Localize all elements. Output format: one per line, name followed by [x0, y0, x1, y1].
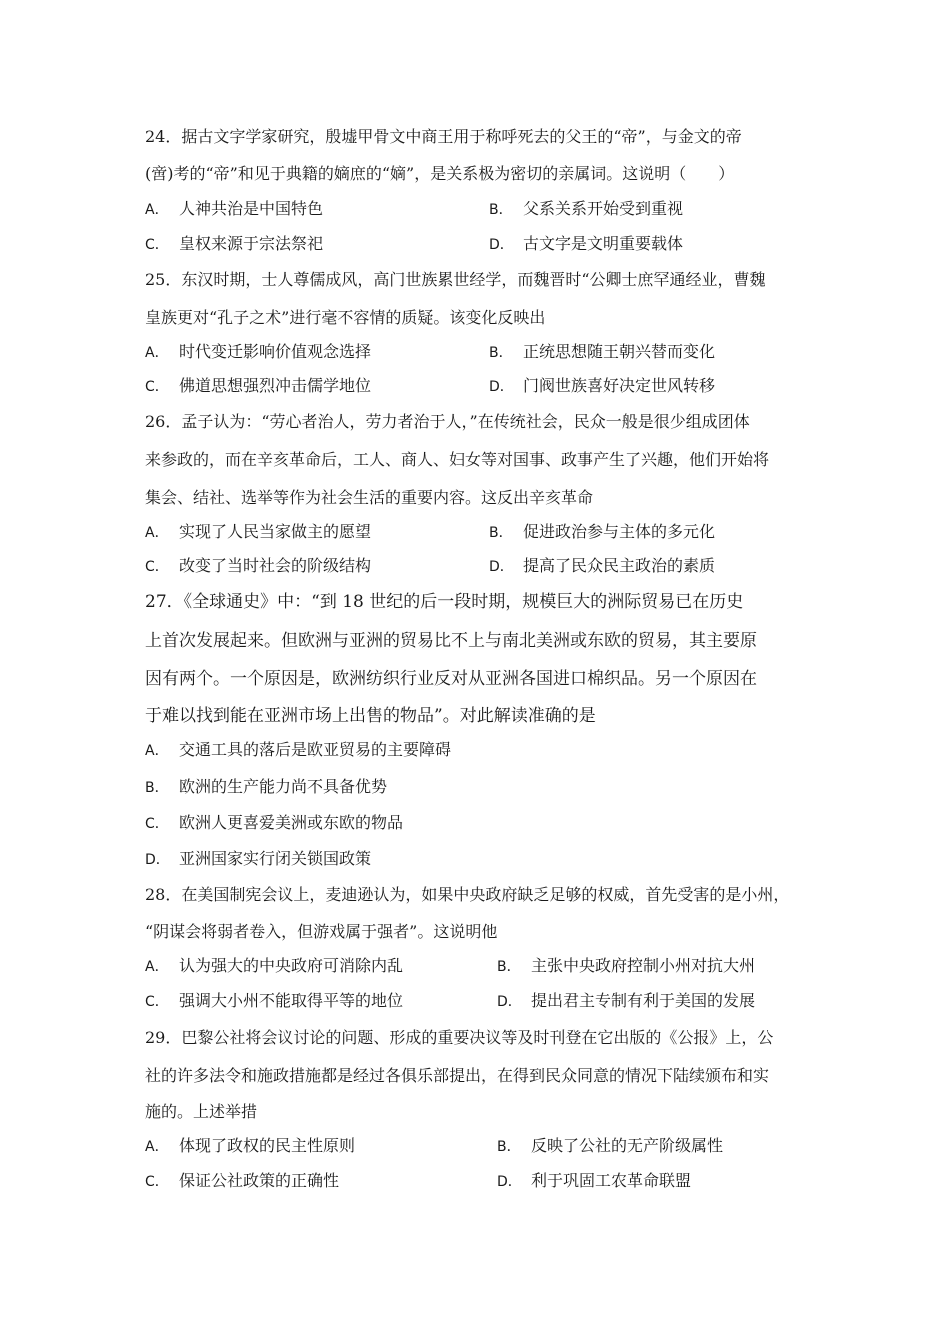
- question-24-stem-line-1: 24．据古文字学家研究，殷墟甲骨文中商王用于称呼死去的父王的“帝”，与金文的帝: [145, 127, 742, 146]
- option-text: 认为强大的中央政府可消除内乱: [179, 956, 404, 975]
- question-25-option-b: [489, 342, 715, 363]
- option-letter: B．: [497, 1139, 521, 1155]
- option-text: 古文字是文明重要载体: [523, 234, 684, 253]
- option-letter: C．: [145, 994, 169, 1010]
- question-27-stem-line-2: 上首次发展起来。但欧洲与亚洲的贸易比不上与南北美洲或东欧的贸易，其主要原: [145, 631, 757, 651]
- question-25-stem-line-2: 皇族更对“孔子之术”进行毫不容情的质疑。该变化反映出: [145, 308, 546, 327]
- option-letter: C．: [145, 816, 169, 832]
- option-letter: A．: [145, 202, 169, 218]
- option-letter: C．: [145, 559, 169, 575]
- question-27-stem-line-3: 因有两个。一个原因是，欧洲纺织行业反对从亚洲各国进口棉织品。另一个原因在: [145, 669, 757, 689]
- option-text: 主张中央政府控制小州对抗大州: [531, 956, 756, 975]
- option-text: 交通工具的落后是欧亚贸易的主要障碍: [179, 740, 452, 759]
- option-text: 反映了公社的无产阶级属性: [531, 1136, 724, 1155]
- option-text: 提出君主专制有利于美国的发展: [531, 991, 756, 1010]
- question-26-option-a: [145, 522, 371, 543]
- question-26-option-c: [145, 556, 371, 577]
- question-28-stem-line-2: “阴谋会将弱者卷入，但游戏属于强者”。这说明他: [145, 922, 498, 941]
- option-letter: D．: [489, 379, 514, 395]
- question-27-stem-line-1: 27．《全球通史》中：“到 18 世纪的后一段时期，规模巨大的洲际贸易已在历史: [145, 592, 744, 612]
- option-text: 人神共治是中国特色: [179, 199, 324, 218]
- question-24-option-a: [145, 199, 323, 220]
- option-letter: A．: [145, 743, 169, 759]
- option-letter: D．: [145, 852, 170, 868]
- option-letter: B．: [489, 202, 513, 218]
- question-29-option-b: [497, 1136, 723, 1157]
- question-28-option-b: [497, 956, 755, 977]
- question-25-option-d: [489, 376, 715, 397]
- question-29-option-a: [145, 1136, 355, 1157]
- question-27-option-c: [145, 813, 403, 834]
- question-27-option-b: [145, 777, 387, 798]
- option-letter: C．: [145, 237, 169, 253]
- question-29-option-c: [145, 1171, 339, 1192]
- question-26-stem-line-1: 26．孟子认为：“劳心者治人，劳力者治于人，”在传统社会，民众一般是很少组成团体: [145, 412, 750, 431]
- option-letter: D．: [497, 994, 522, 1010]
- question-26-stem-line-3: 集会、结社、选举等作为社会生活的重要内容。这反出辛亥革命: [145, 488, 594, 507]
- question-28-option-d: [497, 991, 755, 1012]
- option-text: 亚洲国家实行闭关锁国政策: [179, 849, 372, 868]
- option-text: 佛道思想强烈冲击儒学地位: [179, 376, 372, 395]
- option-text: 欧洲人更喜爱美洲或东欧的物品: [179, 813, 404, 832]
- option-text: 保证公社政策的正确性: [179, 1171, 340, 1190]
- option-text: 强调大小州不能取得平等的地位: [179, 991, 404, 1010]
- question-26-option-d: [489, 556, 715, 577]
- question-28-option-a: [145, 956, 403, 977]
- option-text: 利于巩固工农革命联盟: [531, 1171, 692, 1190]
- option-letter: A．: [145, 959, 169, 975]
- option-letter: A．: [145, 345, 169, 361]
- option-text: 正统思想随王朝兴替而变化: [523, 342, 716, 361]
- question-25-option-c: [145, 376, 371, 397]
- question-29-stem-line-1: 29．巴黎公社将会议讨论的问题、形成的重要决议等及时刊登在它出版的《公报》上，公: [145, 1028, 774, 1047]
- option-text: 促进政治参与主体的多元化: [523, 522, 716, 541]
- option-text: 门阀世族喜好决定世风转移: [523, 376, 716, 395]
- option-letter: B．: [489, 345, 513, 361]
- option-text: 时代变迁影响价值观念选择: [179, 342, 372, 361]
- question-27-option-d: [145, 849, 371, 870]
- option-text: 欧洲的生产能力尚不具备优势: [179, 777, 388, 796]
- question-29-stem-line-2: 社的许多法令和施政措施都是经过各俱乐部提出，在得到民众同意的情况下陆续颁布和实: [145, 1066, 770, 1085]
- question-27-stem-line-4: 于难以找到能在亚洲市场上出售的物品”。对此解读准确的是: [145, 706, 596, 726]
- question-24-option-c: [145, 234, 323, 255]
- question-26-option-b: [489, 522, 715, 543]
- option-text: 皇权来源于宗法祭祀: [179, 234, 324, 253]
- question-24-stem-line-2: (啻)考的“帝”和见于典籍的嫡庶的“嫡”，是关系极为密切的亲属词。这说明（ ）: [145, 164, 735, 183]
- option-text: 改变了当时社会的阶级结构: [179, 556, 372, 575]
- option-letter: A．: [145, 1139, 169, 1155]
- option-letter: B．: [145, 780, 169, 796]
- question-27-option-a: [145, 740, 451, 761]
- question-25-stem-line-1: 25．东汉时期，士人尊儒成风，高门世族累世经学，而魏晋时“公卿士庶罕通经业，曹魏: [145, 270, 766, 289]
- option-letter: C．: [145, 1174, 169, 1190]
- option-letter: B．: [489, 525, 513, 541]
- option-text: 体现了政权的民主性原则: [179, 1136, 356, 1155]
- option-letter: D．: [497, 1174, 522, 1190]
- question-24-option-b: [489, 199, 683, 220]
- option-letter: A．: [145, 525, 169, 541]
- question-29-stem-line-3: 施的。上述举措: [145, 1102, 258, 1121]
- question-25-option-a: [145, 342, 371, 363]
- question-24-option-d: [489, 234, 683, 255]
- question-28-stem-line-1: 28．在美国制宪会议上，麦迪逊认为，如果中央政府缺乏足够的权威，首先受害的是小州，: [145, 885, 790, 904]
- option-text: 实现了人民当家做主的愿望: [179, 522, 372, 541]
- option-letter: D．: [489, 237, 514, 253]
- question-26-stem-line-2: 来参政的，而在辛亥革命后，工人、商人、妇女等对国事、政事产生了兴趣，他们开始将: [145, 450, 770, 469]
- question-29-option-d: [497, 1171, 691, 1192]
- option-letter: D．: [489, 559, 514, 575]
- question-28-option-c: [145, 991, 403, 1012]
- option-letter: C．: [145, 379, 169, 395]
- option-text: 父系关系开始受到重视: [523, 199, 684, 218]
- option-text: 提高了民众民主政治的素质: [523, 556, 716, 575]
- option-letter: B．: [497, 959, 521, 975]
